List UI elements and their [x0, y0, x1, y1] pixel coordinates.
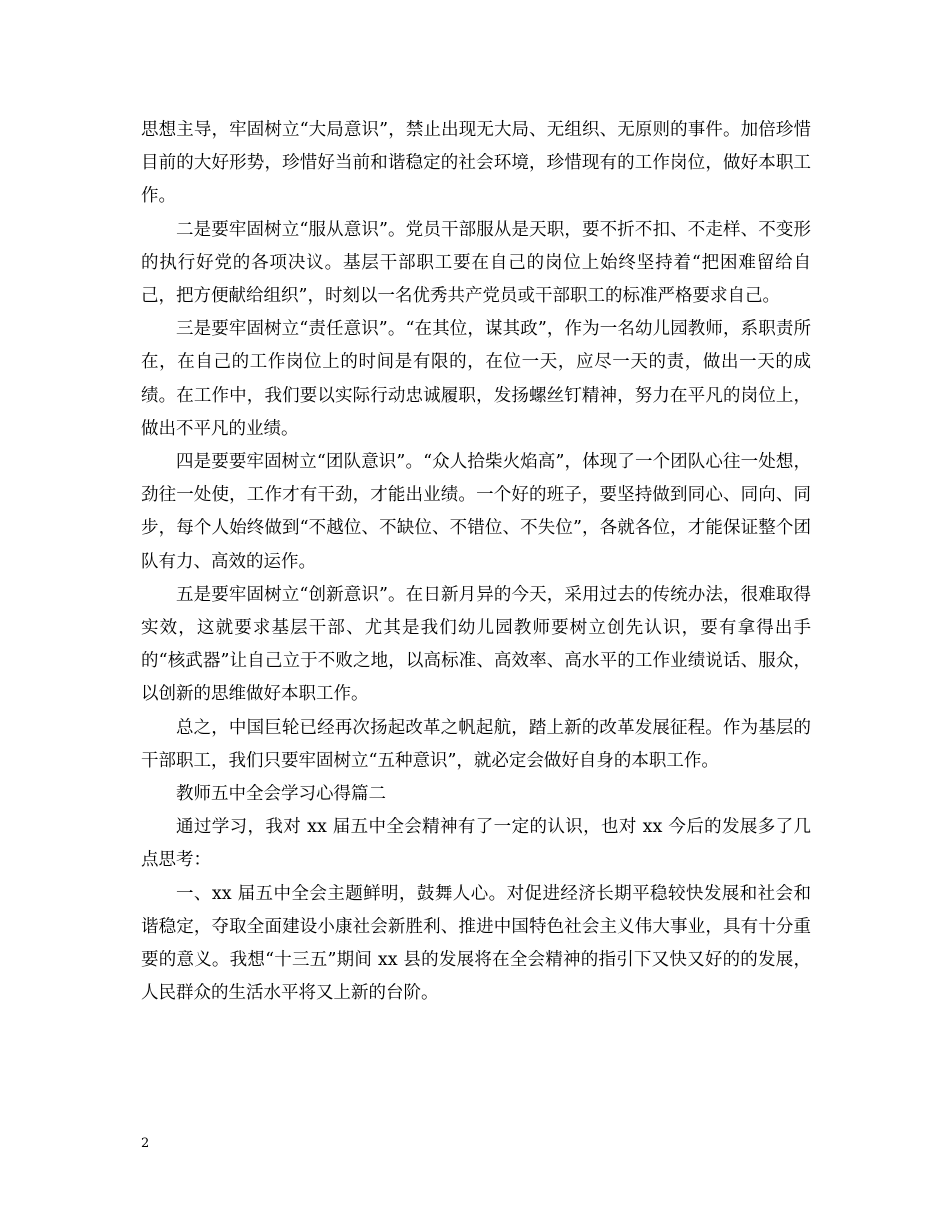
paragraph-4: 四是要要牢固树立“团队意识”。“众人拾柴火焰高”，体现了一个团队心往一处想，劲往一处使，工作才有干劲，才能出业绩。一个好的班子，要坚持做到同心、同向、同步，每个人始终做到“不越位、不缺位、不错位、不失位”，各就各位，才能保证整个团队有力、高效的运作。 [141, 452, 811, 572]
paragraph-2: 二是要牢固树立“服从意识”。党员干部服从是天职，要不折不扣、不走样、不变形的执行好党的各项决议。基层干部职工要在自己的岗位上始终坚持着“把困难留给自己，把方便献给组织”，时刻以一名优秀共产党员或干部职工的标准严格要求自己。 [141, 219, 811, 307]
page-number: 2 [141, 1136, 150, 1151]
paragraph-3: 三是要牢固树立“责任意识”。“在其位，谋其政”，作为一名幼儿园教师，系职责所在，在自己的工作岗位上的时间是有限的，在位一天，应尽一天的责，做出一天的成绩。在工作中，我们要以实际行动忠诚履职，发扬螺丝钉精神，努力在平凡的岗位上，做出不平凡的业绩。 [141, 319, 811, 439]
document-body [141, 114, 811, 1010]
paragraph-5: 五是要牢固树立“创新意识”。在日新月异的今天，采用过去的传统办法，很难取得实效，这就要求基层干部、尤其是我们幼儿园教师要树立创先认识，要有拿得出手的“核武器”让自己立于不败之地，以高标准、高效率、高水平的工作业绩说话、服众，以创新的思维做好本职工作。 [141, 584, 811, 705]
section-heading: 教师五中全会学习心得篇二 [176, 784, 386, 805]
paragraph-1: 思想主导，牢固树立“大局意识”，禁止出现无大局、无组织、无原则的事件。加倍珍惜目前的大好形势，珍惜好当前和谐稳定的社会环境，珍惜现有的工作岗位，做好本职工作。 [141, 120, 811, 207]
paragraph-6: 总之，中国巨轮已经再次扬起改革之帆起航，踏上新的改革发展征程。作为基层的干部职工，我们只要牢固树立“五种意识”，就必定会做好自身的本职工作。 [141, 717, 811, 771]
paragraph-7: 通过学习，我对 xx 届五中全会精神有了一定的认识，也对 xx 今后的发展多了几点思考： [141, 817, 811, 871]
paragraph-8: 一、xx 届五中全会主题鲜明，鼓舞人心。对促进经济长期平稳较快发展和社会和谐稳定，夺取全面建设小康社会新胜利、推进中国特色社会主义伟大事业，具有十分重要的意义。我想“十三五”期间 xx 县的发展将在全会精神的指引下又快又好的的发展，人民群众的生活水平将又上新的台阶。 [141, 883, 811, 1004]
